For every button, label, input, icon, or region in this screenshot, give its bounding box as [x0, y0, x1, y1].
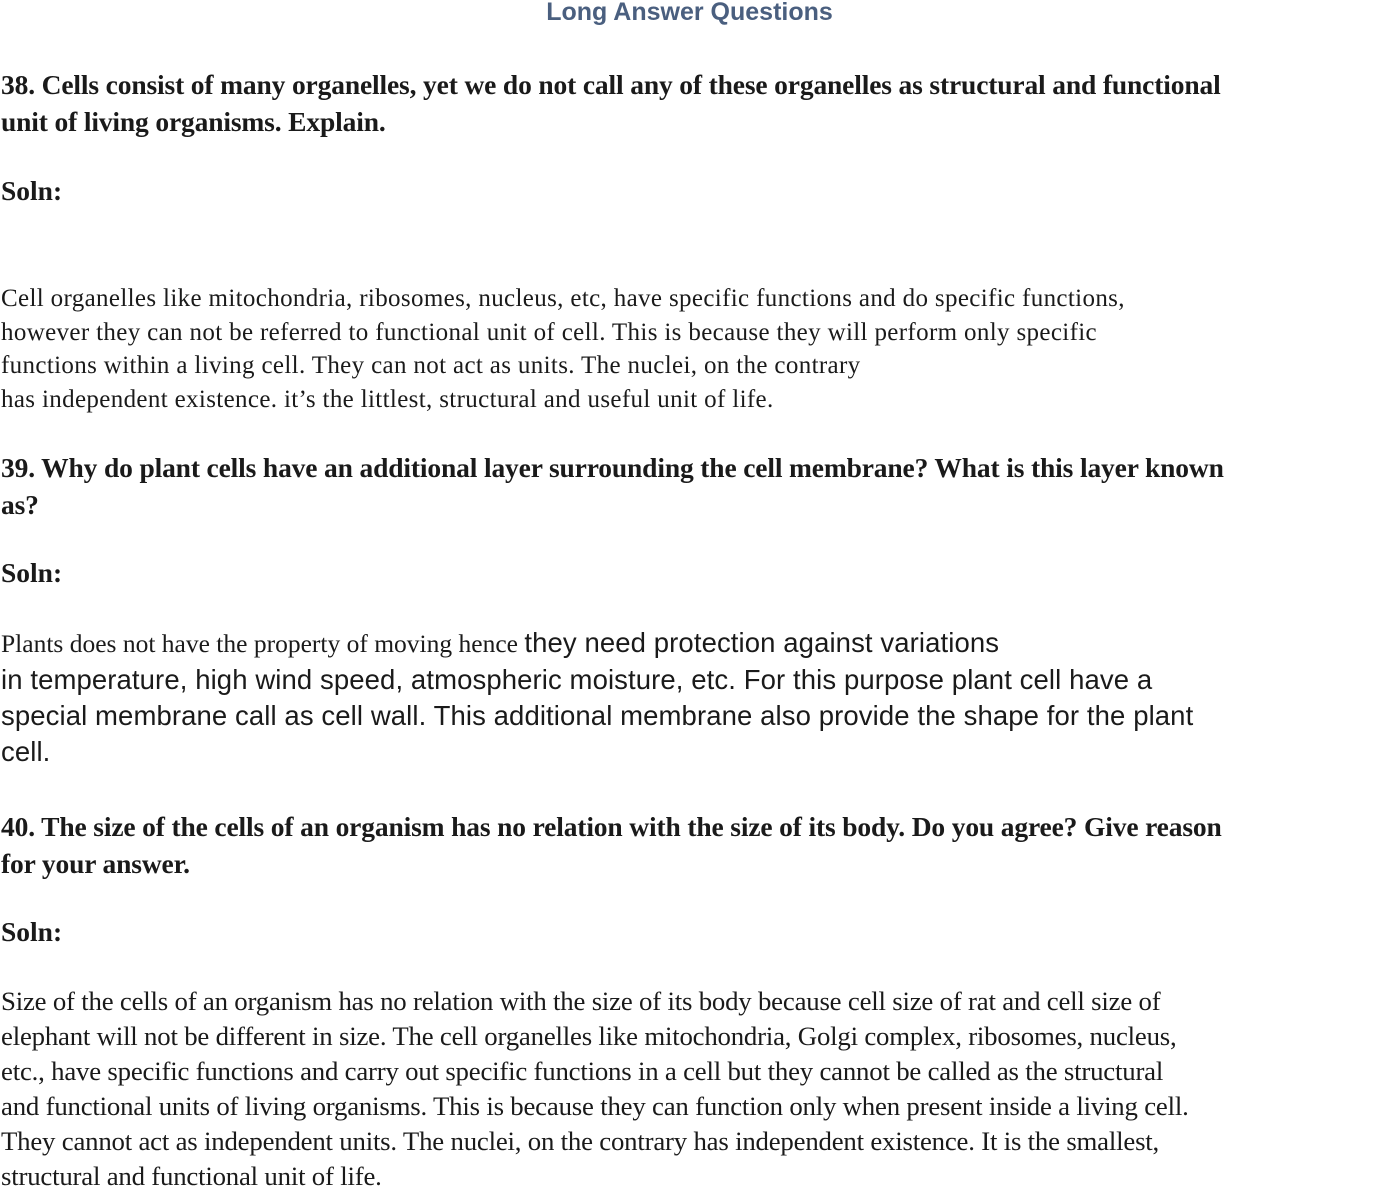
answer-39-line-sans: they need protection against variations [524, 627, 1000, 658]
question-38-line: 38. Cells consist of many organelles, yet we do not call any of these organelles as structural and functional [1, 69, 1221, 100]
answer-39-line: cell. [1, 736, 51, 767]
question-39-line: 39. Why do plant cells have an additional layer surrounding the cell membrane? What is this layer known [1, 452, 1224, 483]
question-38-line: unit of living organisms. Explain. [1, 106, 386, 137]
answer-40-line: etc., have specific functions and carry out specific functions in a cell but they cannot be called as the structural [1, 1056, 1164, 1086]
question-39 [1, 449, 1379, 523]
solution-38-label: Soln: [1, 175, 63, 206]
question-40 [1, 808, 1379, 882]
answer-40-line: structural and functional unit of life. [1, 1161, 382, 1191]
answer-39-line: special membrane call as cell wall. This additional membrane also provide the shape for the plant [1, 700, 1194, 731]
page-heading: Long Answer Questions [546, 0, 833, 26]
answer-38 [1, 282, 1379, 417]
answer-40-line: Size of the cells of an organism has no relation with the size of its body because cell size of rat and cell size of [1, 986, 1161, 1016]
answer-39-line: in temperature, high wind speed, atmospheric moisture, etc. For this purpose plant cell have a [1, 664, 1153, 695]
answer-40-line: elephant will not be different in size. The cell organelles like mitochondria, Golgi complex, ribosomes, nucleus, [1, 1021, 1177, 1051]
answer-39 [1, 625, 1379, 770]
answer-40-line: and functional units of living organisms. This is because they can function only when present inside a living cell. [1, 1091, 1189, 1121]
question-38 [1, 66, 1379, 140]
answer-40 [1, 984, 1379, 1194]
answer-39-line [1, 625, 1379, 662]
solution-40-label: Soln: [1, 916, 63, 947]
answer-38-line: however they can not be referred to functional unit of cell. This is because they will perform only specific [1, 318, 1098, 346]
answer-38-line: has independent existence. it’s the littlest, structural and useful unit of life. [1, 386, 774, 414]
answer-39-line-serif: Plants does not have the property of moving hence [1, 629, 525, 658]
answer-38-line: Cell organelles like mitochondria, ribosomes, nucleus, etc, have specific functions and do specific functions, [1, 285, 1125, 312]
question-39-line: as? [1, 489, 39, 520]
answer-38-line: functions within a living cell. They can not act as units. The nuclei, on the contrary [1, 352, 861, 380]
answer-40-line: They cannot act as independent units. The nuclei, on the contrary has independent existence. It is the smallest, [1, 1126, 1160, 1156]
question-40-line: for your answer. [1, 848, 190, 879]
solution-39-label: Soln: [1, 557, 63, 588]
question-40-line: 40. The size of the cells of an organism has no relation with the size of its body. Do you agree? Give reason [1, 811, 1222, 842]
